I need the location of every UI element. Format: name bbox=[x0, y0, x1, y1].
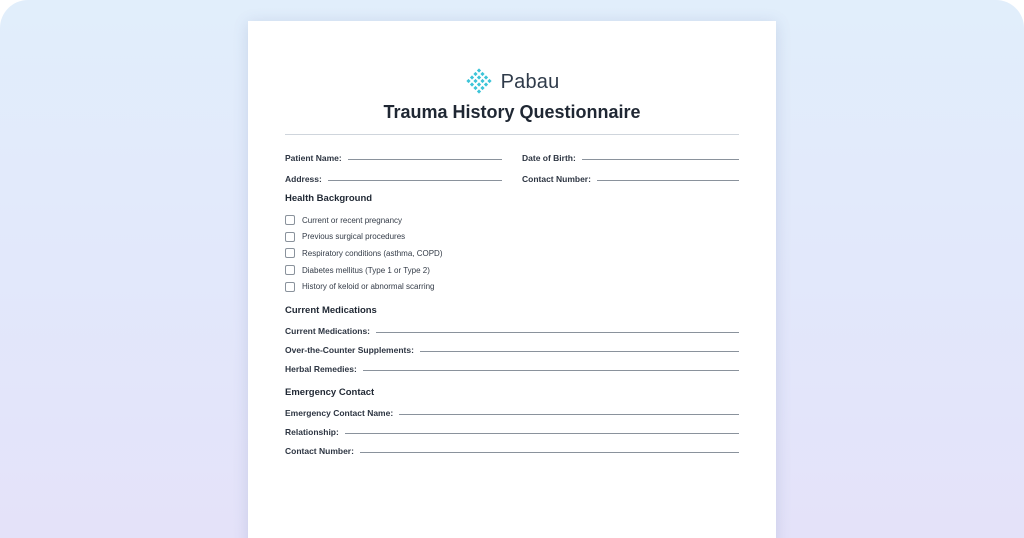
dob-label: Date of Birth: bbox=[522, 153, 576, 163]
contact-number-field[interactable] bbox=[522, 172, 739, 184]
checkbox[interactable] bbox=[285, 265, 295, 275]
checkbox[interactable] bbox=[285, 215, 295, 225]
emergency-contact-number-line[interactable] bbox=[360, 452, 739, 453]
checklist-item-label: Respiratory conditions (asthma, COPD) bbox=[302, 248, 443, 258]
checklist-item[interactable] bbox=[285, 229, 443, 246]
emergency-contact-heading: Emergency Contact bbox=[285, 387, 375, 398]
patient-name-label: Patient Name: bbox=[285, 153, 342, 163]
patient-name-field[interactable] bbox=[285, 151, 502, 163]
current-medications-field[interactable] bbox=[285, 324, 739, 336]
checklist-item-label: History of keloid or abnormal scarring bbox=[302, 282, 435, 292]
otc-supplements-label: Over-the-Counter Supplements: bbox=[285, 345, 414, 355]
checklist-item[interactable] bbox=[285, 278, 443, 295]
medications-heading: Current Medications bbox=[285, 305, 377, 316]
herbal-remedies-line[interactable] bbox=[363, 370, 739, 371]
herbal-remedies-field[interactable] bbox=[285, 362, 739, 374]
checkbox[interactable] bbox=[285, 248, 295, 258]
checkbox[interactable] bbox=[285, 232, 295, 242]
address-field[interactable] bbox=[285, 172, 502, 184]
emergency-contact-number-label: Contact Number: bbox=[285, 446, 354, 456]
document-title: Trauma History Questionnaire bbox=[383, 102, 641, 122]
checklist-item-label: Diabetes mellitus (Type 1 or Type 2) bbox=[302, 265, 430, 275]
emergency-contact-name-line[interactable] bbox=[399, 414, 739, 415]
otc-supplements-line[interactable] bbox=[420, 351, 739, 352]
emergency-contact-name-label: Emergency Contact Name: bbox=[285, 408, 394, 418]
contact-number-label: Contact Number: bbox=[522, 174, 591, 184]
patient-name-line[interactable] bbox=[348, 159, 502, 160]
emergency-contact-name-field[interactable] bbox=[285, 406, 739, 418]
title-divider bbox=[285, 134, 739, 135]
dob-field[interactable] bbox=[522, 151, 739, 163]
relationship-line[interactable] bbox=[345, 433, 739, 434]
contact-number-line[interactable] bbox=[597, 180, 739, 181]
pabau-logo-icon bbox=[465, 68, 493, 96]
current-medications-label: Current Medications: bbox=[285, 326, 371, 336]
checkbox[interactable] bbox=[285, 282, 295, 292]
otc-supplements-field[interactable] bbox=[285, 343, 739, 355]
brand-name: Pabau bbox=[500, 70, 560, 93]
checklist-item-label: Previous surgical procedures bbox=[302, 232, 406, 242]
health-background-heading: Health Background bbox=[285, 193, 373, 204]
address-label: Address: bbox=[285, 174, 322, 184]
checklist-item-label: Current or recent pregnancy bbox=[302, 215, 403, 225]
address-line[interactable] bbox=[328, 180, 502, 181]
checklist-item[interactable] bbox=[285, 212, 443, 229]
health-background-list bbox=[285, 212, 443, 295]
current-medications-line[interactable] bbox=[376, 332, 739, 333]
emergency-contact-number-field[interactable] bbox=[285, 444, 739, 456]
relationship-field[interactable] bbox=[285, 425, 739, 437]
brand-logo bbox=[248, 68, 776, 96]
questionnaire-sheet bbox=[248, 21, 776, 538]
dob-line[interactable] bbox=[582, 159, 739, 160]
relationship-label: Relationship: bbox=[285, 427, 339, 437]
checklist-item[interactable] bbox=[285, 245, 443, 262]
herbal-remedies-label: Herbal Remedies: bbox=[285, 364, 357, 374]
checklist-item[interactable] bbox=[285, 262, 443, 279]
